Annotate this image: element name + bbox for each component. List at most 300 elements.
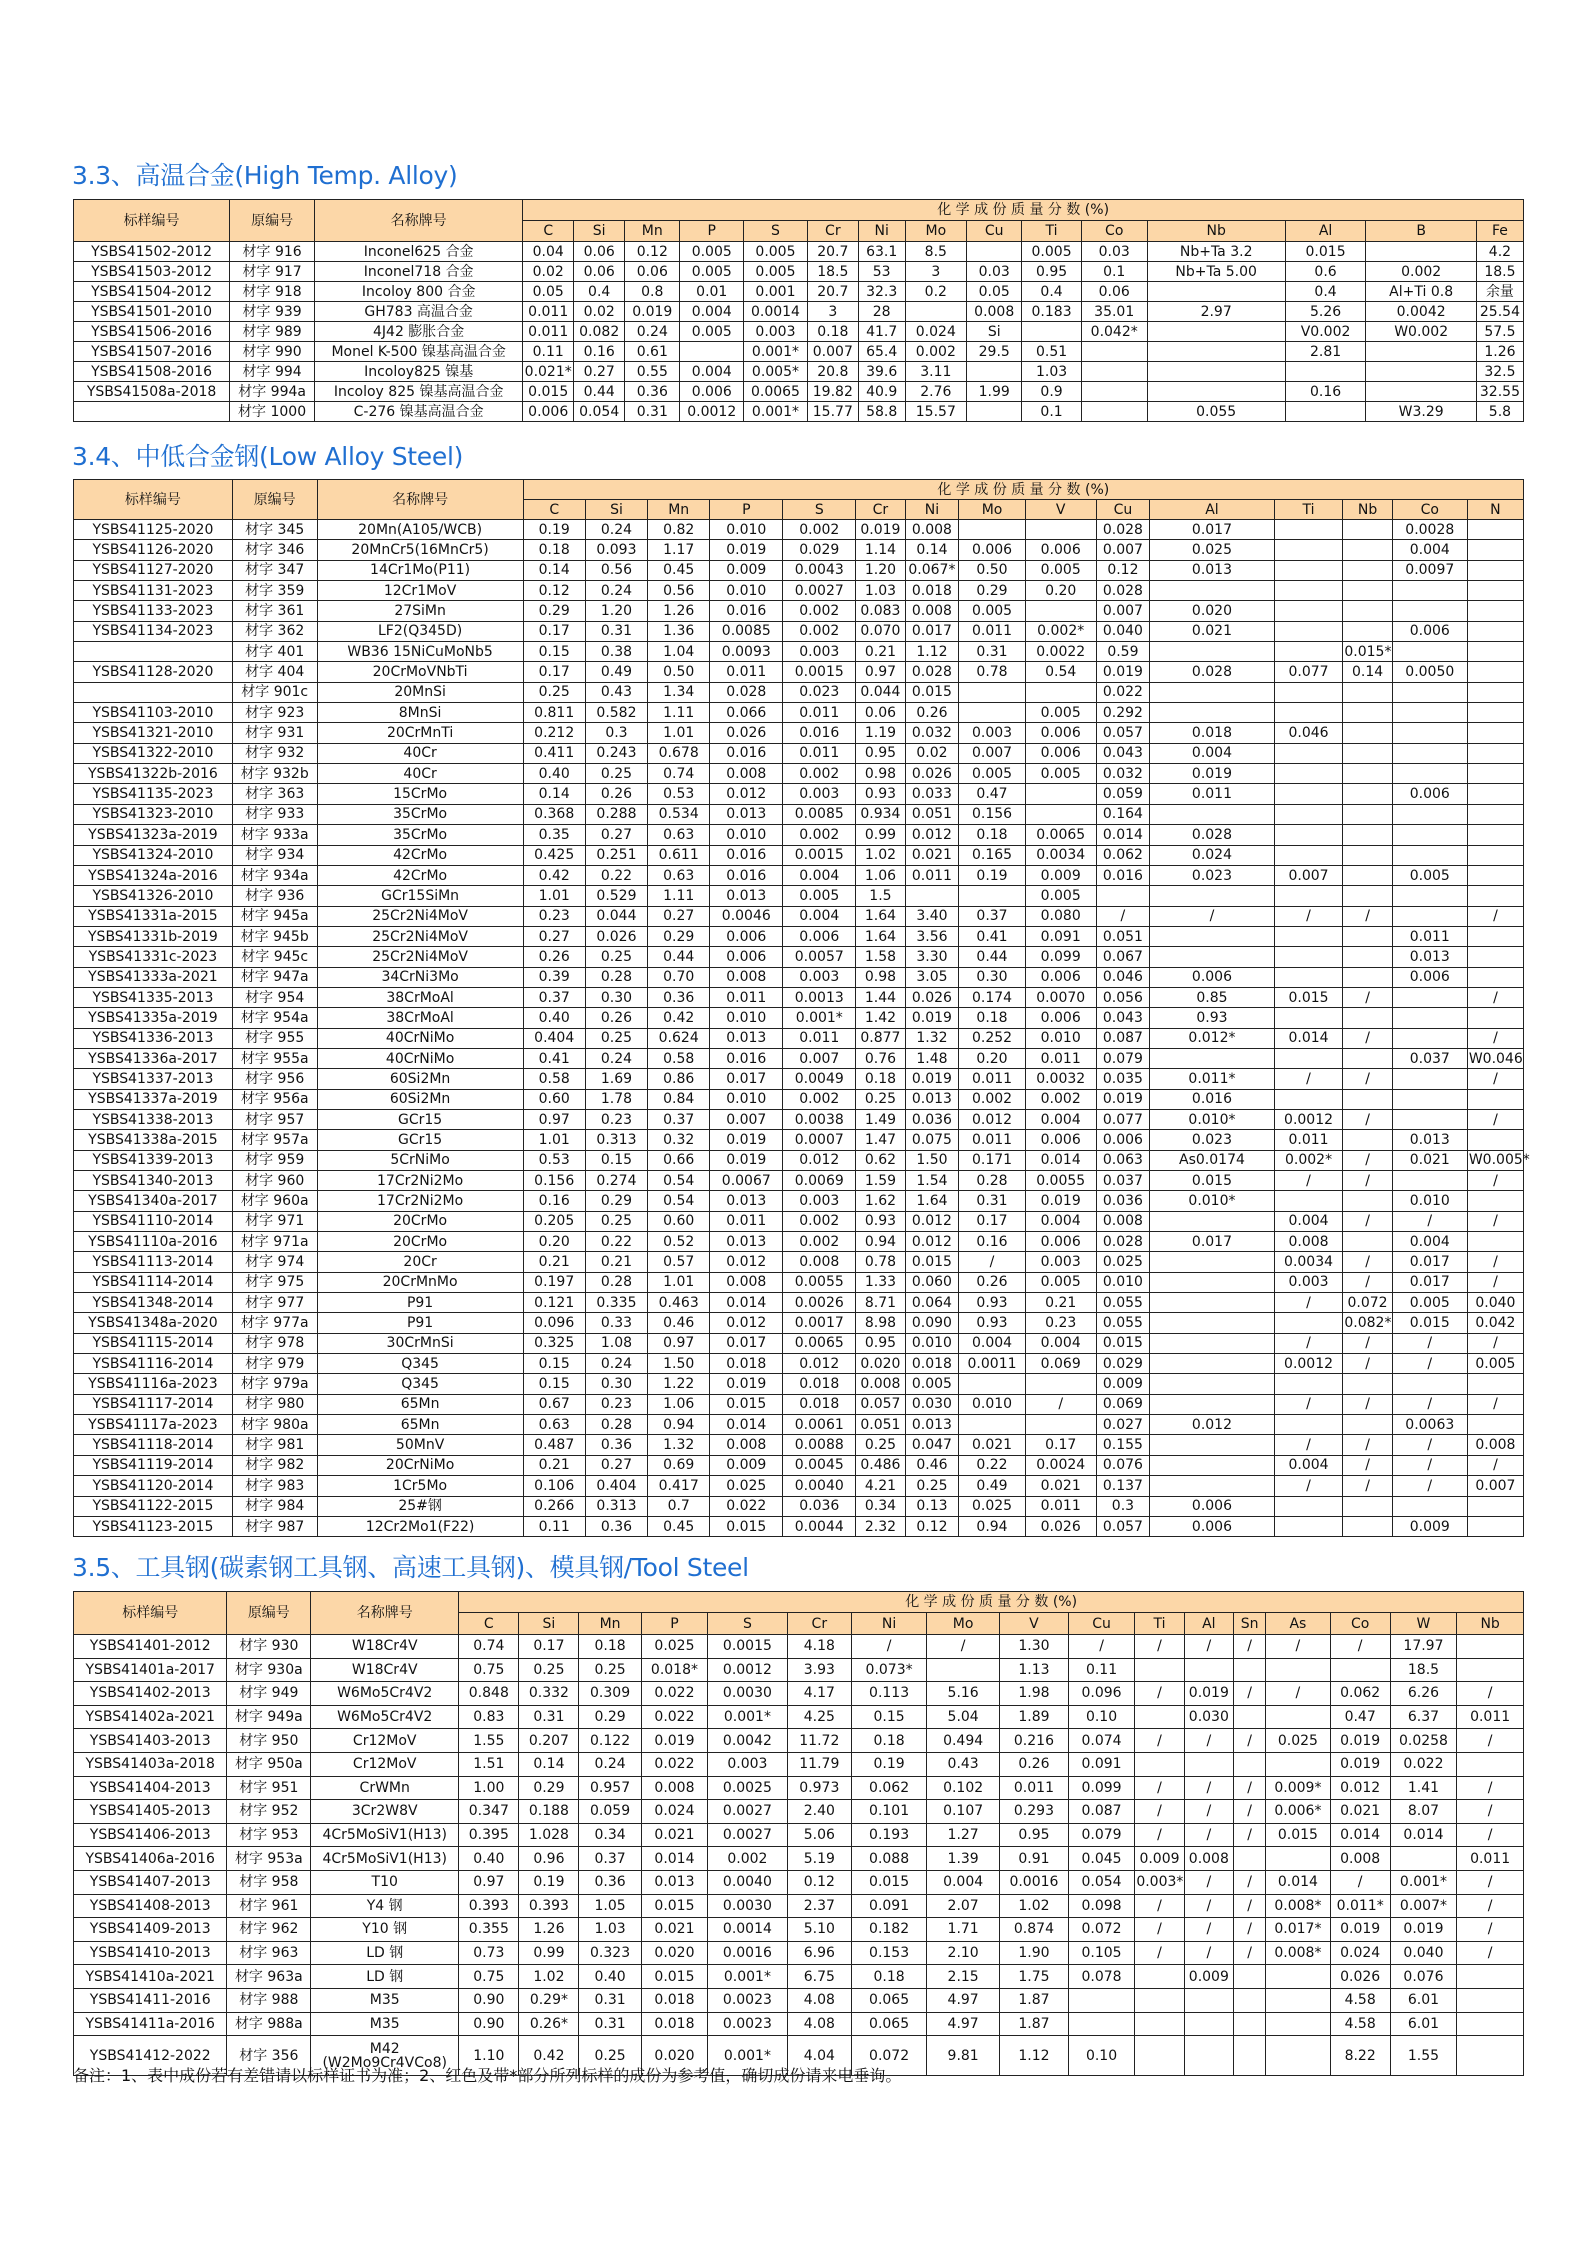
table-row [74,601,1524,621]
cell-value: 0.060 [905,1272,959,1292]
cell-std-no: YSBS41402a-2021 [74,1705,227,1729]
cell-std-no: YSBS41402-2013 [74,1682,227,1706]
cell-value [1366,382,1476,402]
cell-value: 0.94 [648,1415,710,1435]
cell-orig-no: 材字 959 [232,1150,317,1170]
cell-value [1150,642,1274,662]
table-row [74,723,1524,743]
table-row [74,1313,1524,1333]
header-element: Cu [1096,500,1150,520]
cell-value: 4.25 [787,1705,851,1729]
table-row [74,1374,1524,1394]
cell-value: 0.28 [585,967,647,987]
cell-value: 0.024 [1330,1941,1390,1965]
table-row [74,1705,1524,1729]
cell-value: 0.011* [1330,1894,1390,1918]
cell-value: 0.015 [905,682,959,702]
cell-grade: 3Cr2W8V [311,1800,459,1824]
cell-value: 0.021 [905,845,959,865]
cell-value: 0.43 [927,1752,1000,1776]
cell-value: 0.96 [519,1847,579,1871]
cell-value [1392,1171,1467,1191]
cell-value: 0.028 [1096,520,1150,540]
cell-value: 0.020 [856,1354,905,1374]
cell-value: 0.087 [1096,1028,1150,1048]
cell-value: 0.002 [783,764,856,784]
cell-std-no: YSBS41110-2014 [74,1211,233,1231]
cell-grade: GCr15SiMn [317,886,523,906]
header-orig-no: 原编号 [227,1592,311,1635]
cell-std-no: YSBS41508-2016 [74,362,230,382]
cell-value [1366,362,1476,382]
cell-value: 0.0044 [783,1516,856,1536]
cell-value: 1.69 [585,1069,647,1089]
cell-value: 0.037 [1096,1171,1150,1191]
cell-value: 0.1 [1022,402,1081,422]
cell-value: 0.63 [648,865,710,885]
cell-value: 1.78 [585,1089,647,1109]
cell-value: 0.26 [905,703,959,723]
header-element: Mo [959,500,1026,520]
cell-value: 0.003 [744,322,808,342]
cell-orig-no: 材字 930 [227,1635,311,1659]
cell-value [1467,886,1523,906]
cell-value: 0.014 [1330,1823,1390,1847]
cell-std-no: YSBS41508a-2018 [74,382,230,402]
cell-value: / [1343,1069,1392,1089]
cell-value [1467,1516,1523,1536]
cell-value: 0.0065 [783,1333,856,1353]
cell-value: 0.0055 [783,1272,856,1292]
cell-value [1343,865,1392,885]
cell-value: 0.004 [783,865,856,885]
cell-value: 0.012 [783,1354,856,1374]
cell-value: 11.72 [787,1729,851,1753]
cell-grade: 65Mn [317,1415,523,1435]
cell-value: 0.025 [641,1635,708,1659]
cell-value [959,1415,1026,1435]
cell-value: 0.016 [783,723,856,743]
cell-value [1274,967,1343,987]
cell-value: 0.023 [1150,865,1274,885]
cell-value: / [1467,1069,1523,1089]
cell-value: 0.486 [856,1455,905,1475]
cell-value: 28 [858,302,905,322]
cell-value: / [1234,1894,1266,1918]
cell-value: 0.36 [585,1516,647,1536]
cell-value [1150,926,1274,946]
cell-value: 0.93 [959,1293,1026,1313]
cell-std-no: YSBS41401-2012 [74,1635,227,1659]
cell-value: 1.49 [856,1109,905,1129]
cell-value: 0.58 [523,1069,585,1089]
cell-grade: 8MnSi [317,703,523,723]
cell-std-no: YSBS41404-2013 [74,1776,227,1800]
cell-value: 18.5 [1390,1658,1457,1682]
cell-value: 0.057 [856,1394,905,1414]
section-title-high-temp-alloy: 3.3、高温合金(High Temp. Alloy) [72,161,458,190]
table-row [74,784,1524,804]
cell-value: 0.182 [852,1918,927,1942]
cell-value: 1.89 [1000,1705,1069,1729]
cell-value [1274,804,1343,824]
cell-value: 0.011* [1150,1069,1274,1089]
cell-value: 0.18 [959,1008,1026,1028]
table-row [74,1272,1524,1292]
cell-value: 0.004 [1025,1109,1096,1129]
cell-value: 0.36 [625,382,680,402]
cell-value: 0.026 [710,723,783,743]
cell-value: 0.026 [1025,1516,1096,1536]
table-row [74,642,1524,662]
cell-value: 0.18 [959,825,1026,845]
table-row [74,947,1524,967]
cell-value: 0.011 [1457,1847,1524,1871]
table-row [74,926,1524,946]
cell-value: 0.079 [1096,1048,1150,1068]
cell-value [1135,1658,1184,1682]
cell-value: 0.18 [852,1729,927,1753]
cell-value [1467,764,1523,784]
cell-value: 0.014 [1025,1150,1096,1170]
cell-value: / [1343,1028,1392,1048]
cell-value: 0.12 [625,242,680,262]
cell-value: / [1266,1682,1330,1706]
cell-value: 0.012* [1150,1028,1274,1048]
header-std-no: 标样编号 [74,200,230,242]
cell-value: 1.20 [856,560,905,580]
header-element: S [744,221,808,242]
cell-value: 0.19 [523,520,585,540]
cell-value: / [1343,987,1392,1007]
cell-value [1343,703,1392,723]
cell-value [1274,621,1343,641]
cell-value: 0.012 [905,1232,959,1252]
cell-value: 0.75 [459,1965,519,1989]
cell-value: 0.98 [856,764,905,784]
cell-value: 0.008 [1274,1232,1343,1252]
cell-value [1274,601,1343,621]
header-grade: 名称牌号 [317,480,523,520]
cell-grade: 40CrNiMo [317,1048,523,1068]
cell-value: 0.004 [1274,1211,1343,1231]
cell-value: 0.010 [905,1333,959,1353]
cell-value: / [1467,1333,1523,1353]
cell-value: 1.50 [648,1354,710,1374]
cell-value [1457,1988,1524,2012]
cell-grade: Q345 [317,1354,523,1374]
cell-value [1343,947,1392,967]
cell-value: 1.42 [856,1008,905,1028]
table-row [74,262,1524,282]
cell-value: 0.16 [959,1232,1026,1252]
cell-std-no: YSBS41501-2010 [74,302,230,322]
cell-value: 0.13 [905,1496,959,1516]
cell-value: 0.059 [1096,784,1150,804]
cell-value: / [1135,1941,1184,1965]
cell-grade: LD 钢 [311,1941,459,1965]
cell-value: 0.072 [1343,1293,1392,1313]
cell-value: Si [967,322,1022,342]
cell-value: 0.013 [710,1191,783,1211]
cell-value: 0.61 [625,342,680,362]
cell-orig-no: 材字 980 [232,1394,317,1414]
cell-std-no: YSBS41339-2013 [74,1150,233,1170]
cell-value: 0.083 [856,601,905,621]
cell-orig-no: 材字 945b [232,926,317,946]
cell-value: / [1184,1918,1233,1942]
cell-value [1274,581,1343,601]
cell-value: 0.122 [579,1729,641,1753]
cell-value: 0.21 [856,642,905,662]
cell-value: 0.072 [1068,1918,1135,1942]
cell-orig-no: 材字 955 [232,1028,317,1048]
cell-value [1147,382,1285,402]
cell-value: 0.16 [1285,382,1366,402]
header-element: Mn [579,1613,641,1635]
cell-value: 0.012 [905,825,959,845]
header-element: C [523,221,574,242]
cell-orig-no: 材字 983 [232,1476,317,1496]
cell-value: 0.21 [523,1455,585,1475]
cell-orig-no: 材字 984 [232,1496,317,1516]
cell-value: / [1392,1455,1467,1475]
cell-value: 1.32 [648,1435,710,1455]
cell-value: 0.022 [641,1705,708,1729]
cell-value [1150,1293,1274,1313]
cell-value: 0.37 [523,987,585,1007]
cell-value [1150,804,1274,824]
cell-orig-no: 材字 953a [227,1847,311,1871]
cell-value: 0.06 [574,262,625,282]
cell-value: / [1184,1776,1233,1800]
cell-value: 0.008* [1266,1941,1330,1965]
cell-orig-no: 材字 362 [232,621,317,641]
cell-value: 0.42 [519,2036,579,2076]
cell-value: 17.97 [1390,1635,1457,1659]
cell-grade: Incoloy 800 合金 [315,282,523,302]
cell-value [959,886,1026,906]
header-element: Co [1330,1613,1390,1635]
cell-value: 41.7 [858,322,905,342]
cell-std-no: YSBS41117a-2023 [74,1415,233,1435]
cell-value: / [1330,1635,1390,1659]
cell-value: 0.1 [1081,262,1147,282]
cell-value: 0.37 [579,1847,641,1871]
header-element: Ni [858,221,905,242]
cell-value: 0.0014 [744,302,808,322]
cell-value: 0.0027 [708,1823,787,1847]
header-element: Si [519,1613,579,1635]
cell-value: 0.019 [1330,1729,1390,1753]
cell-value: 0.037 [1392,1048,1467,1068]
cell-value: 20.7 [807,242,858,262]
cell-value: 0.44 [959,947,1026,967]
cell-value: 0.325 [523,1333,585,1353]
table-row [74,282,1524,302]
cell-value: 0.60 [523,1089,585,1109]
cell-value: 0.3 [1096,1496,1150,1516]
cell-value: / [1184,1729,1233,1753]
cell-std-no: YSBS41340-2013 [74,1171,233,1191]
cell-value: 8.22 [1330,2036,1390,2076]
cell-value: 0.25 [579,1658,641,1682]
cell-value: 0.026 [1330,1965,1390,1989]
cell-value: 0.021 [1025,1476,1096,1496]
cell-value: 0.43 [585,682,647,702]
header-element: Mo [927,1613,1000,1635]
cell-value: 1.71 [927,1918,1000,1942]
cell-value: 0.002 [905,342,967,362]
cell-orig-no: 材字 989 [230,322,315,342]
cell-value: 0.014 [1266,1870,1330,1894]
cell-value: / [1150,906,1274,926]
table-row [74,342,1524,362]
header-element: Cu [1068,1613,1135,1635]
cell-value: / [1392,1394,1467,1414]
cell-value: / [1274,1333,1343,1353]
cell-value: 15.57 [905,402,967,422]
cell-std-no: YSBS41135-2023 [74,784,233,804]
cell-value: 0.85 [1150,987,1274,1007]
cell-grade: M35 [311,2012,459,2036]
cell-value: 0.077 [1096,1109,1150,1129]
cell-value: 0.56 [648,581,710,601]
table-row [74,1729,1524,1753]
cell-value: 0.611 [648,845,710,865]
cell-value [1343,926,1392,946]
cell-value [1150,703,1274,723]
cell-value: 0.06 [1081,282,1147,302]
cell-orig-no: 材字 971 [232,1211,317,1231]
cell-value: 5.04 [927,1705,1000,1729]
cell-value: Nb+Ta 5.00 [1147,262,1285,282]
cell-value: 0.93 [1150,1008,1274,1028]
cell-value: 0.040 [1096,621,1150,641]
cell-value: 0.044 [585,906,647,926]
cell-value: 0.44 [648,947,710,967]
cell-value: 58.8 [858,402,905,422]
cell-value: 0.3 [585,723,647,743]
cell-value [1025,1374,1096,1394]
table-row [74,1191,1524,1211]
cell-value: 0.013 [710,804,783,824]
cell-value [1392,642,1467,662]
cell-std-no: YSBS41128-2020 [74,662,233,682]
table-row [74,662,1524,682]
cell-value: 0.10 [1068,1705,1135,1729]
cell-value: 0.036 [783,1496,856,1516]
cell-value: 0.55 [625,362,680,382]
cell-value: 0.0065 [744,382,808,402]
cell-value: 0.24 [579,1752,641,1776]
cell-value [1457,1658,1524,1682]
cell-value [1274,947,1343,967]
cell-value: 1.06 [648,1394,710,1414]
cell-value: 1.5 [856,886,905,906]
header-element: P [641,1613,708,1635]
cell-value [1343,560,1392,580]
cell-value: 0.49 [585,662,647,682]
cell-value: 0.18 [852,1965,927,1989]
cell-value: 0.005 [1392,865,1467,885]
cell-value [905,302,967,322]
table-row [74,1333,1524,1353]
cell-value: 0.105 [1068,1941,1135,1965]
cell-std-no: YSBS41331b-2019 [74,926,233,946]
cell-value: 0.90 [459,2012,519,2036]
cell-value: 0.73 [459,1941,519,1965]
cell-value: 0.197 [523,1272,585,1292]
cell-value [1274,784,1343,804]
cell-grade: W18Cr4V [311,1635,459,1659]
cell-orig-no: 材字 957 [232,1109,317,1129]
table-row [74,1800,1524,1824]
cell-value: 0.243 [585,743,647,763]
table-row [74,804,1524,824]
cell-value [1266,1847,1330,1871]
cell-value: 0.017 [1392,1272,1467,1292]
cell-value: 0.002 [1025,1089,1096,1109]
cell-orig-no: 材字 960 [232,1171,317,1191]
cell-value: 0.33 [585,1313,647,1333]
cell-value: 1.11 [648,703,710,723]
cell-value: 0.313 [585,1130,647,1150]
cell-value: 0.006 [523,402,574,422]
cell-value: 0.005 [959,764,1026,784]
cell-value [1457,1752,1524,1776]
cell-value: 0.94 [856,1232,905,1252]
cell-std-no: YSBS41114-2014 [74,1272,233,1292]
cell-orig-no: 材字 954a [232,1008,317,1028]
cell-value: 0.9 [1022,382,1081,402]
cell-orig-no: 材字 401 [232,642,317,662]
cell-value: 0.0013 [783,987,856,1007]
cell-value: 0.0040 [708,1870,787,1894]
cell-value: 0.006 [1096,1130,1150,1150]
cell-value: / [1343,1171,1392,1191]
cell-value [1467,703,1523,723]
cell-value: 0.030 [1184,1705,1233,1729]
cell-value: 0.252 [959,1028,1026,1048]
cell-value: / [1234,1918,1266,1942]
cell-value [1081,362,1147,382]
cell-value: 0.27 [648,906,710,926]
cell-value: 0.24 [585,581,647,601]
cell-value: 1.39 [927,1847,1000,1871]
cell-value: / [1343,1476,1392,1496]
cell-value: 0.54 [648,1171,710,1191]
cell-value: 0.014 [1096,825,1150,845]
cell-value [1135,1752,1184,1776]
cell-value: 0.0045 [783,1455,856,1475]
cell-value [1266,1988,1330,2012]
cell-value: 0.008 [710,1435,783,1455]
cell-orig-no: 材字 961 [227,1894,311,1918]
cell-value: 0.055 [1096,1313,1150,1333]
cell-std-no: YSBS41336a-2017 [74,1048,233,1068]
cell-value: 0.006 [1025,1232,1096,1252]
cell-value: 0.082 [574,322,625,342]
cell-orig-no: 材字 933 [232,804,317,824]
cell-value: 0.005 [1467,1354,1523,1374]
cell-value: 0.0011 [959,1354,1026,1374]
cell-value: 0.014 [1390,1823,1457,1847]
table-row [74,1354,1524,1374]
cell-orig-no: 材字 988a [227,2012,311,2036]
cell-value: 0.003 [783,1191,856,1211]
cell-std-no: YSBS41322b-2016 [74,764,233,784]
